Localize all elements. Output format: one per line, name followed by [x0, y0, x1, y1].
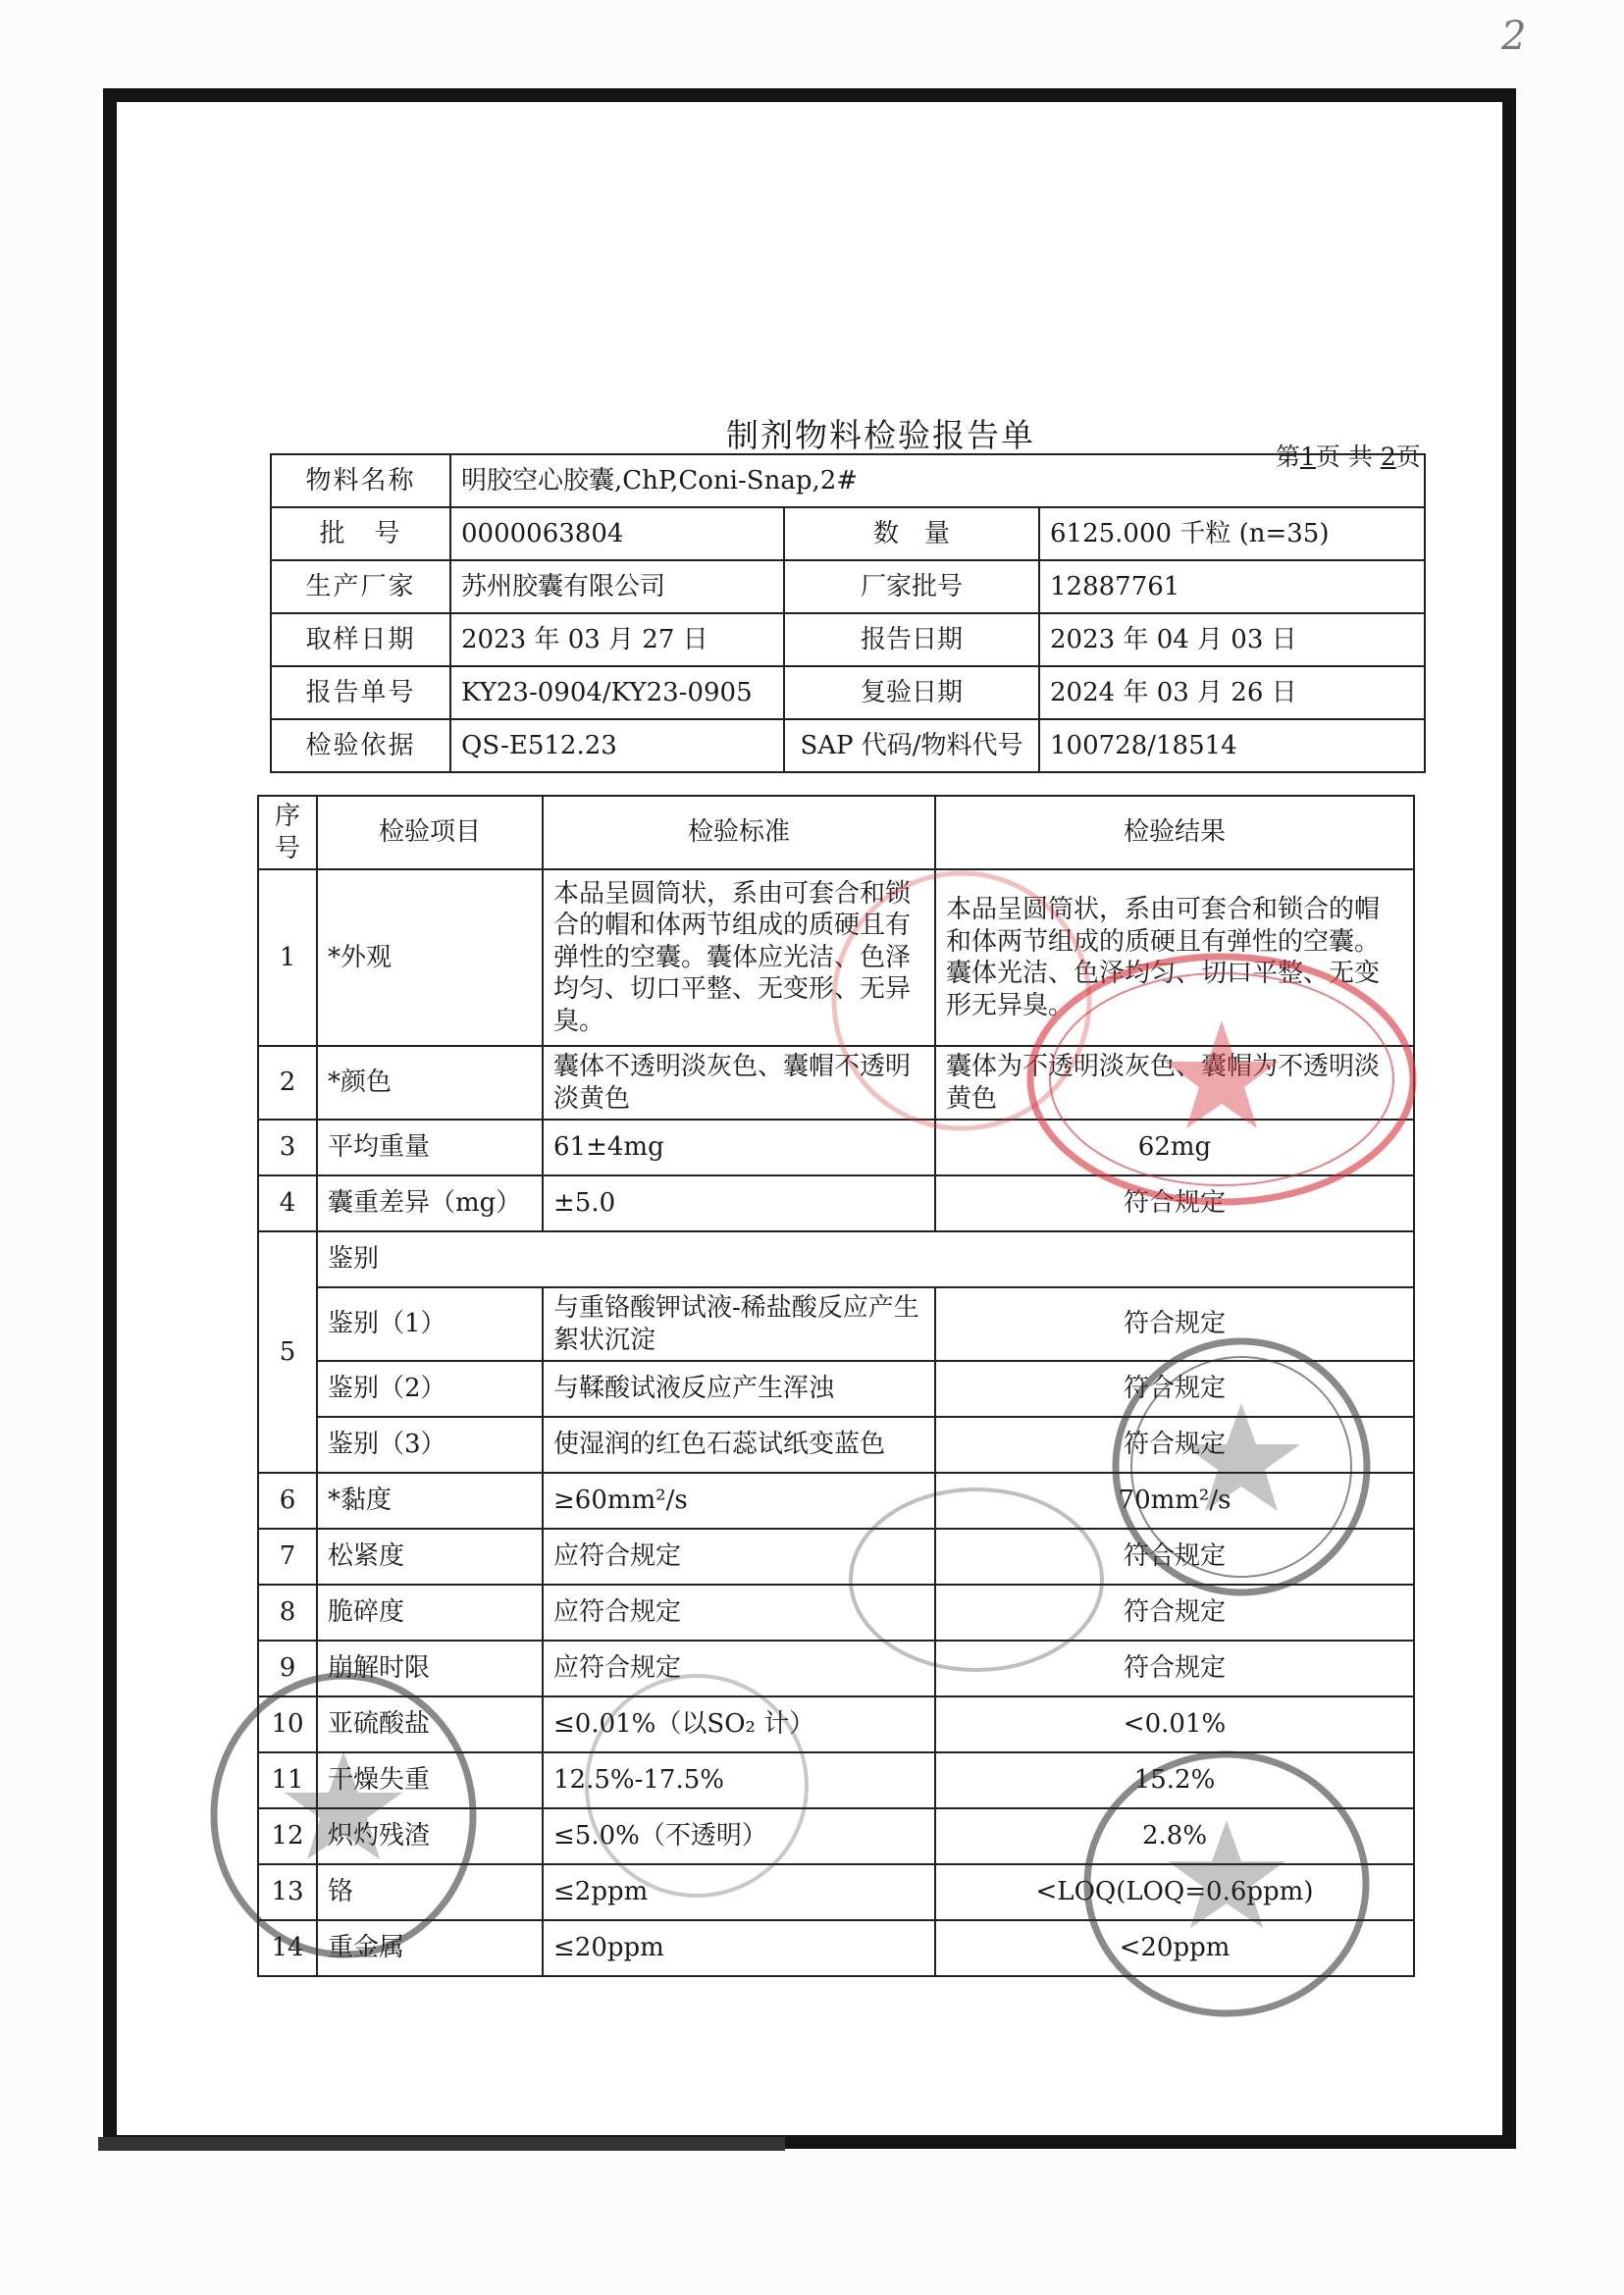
- row-item: 松紧度: [317, 1529, 543, 1585]
- row-result: 70mm²/s: [935, 1473, 1414, 1529]
- row-result: 符合规定: [935, 1417, 1414, 1473]
- col-header-result: 检验结果: [935, 796, 1414, 869]
- row-standard: ≤5.0%（不透明）: [543, 1808, 935, 1864]
- table-row: [258, 1808, 1414, 1864]
- sampling-date-label: 取样日期: [271, 613, 450, 666]
- row-item: 鉴别（1）: [317, 1287, 543, 1361]
- page-number: 第1页 共 2页: [1276, 443, 1421, 471]
- header-row: [271, 613, 1425, 666]
- sap-label: SAP 代码/物料代号: [784, 719, 1039, 772]
- table-row: [258, 1287, 1414, 1361]
- row-no: 6: [258, 1473, 317, 1529]
- header-row: [271, 454, 1425, 507]
- row-item: 崩解时限: [317, 1641, 543, 1696]
- table-row: [258, 1864, 1414, 1920]
- report-date-label: 报告日期: [784, 613, 1039, 666]
- header-row: [271, 560, 1425, 613]
- row-item: 囊重差异（mg）: [317, 1175, 543, 1231]
- row-standard: 与重铬酸钾试液-稀盐酸反应产生絮状沉淀: [543, 1287, 935, 1361]
- batch-label: 批 号: [271, 507, 450, 560]
- table-row: [258, 1046, 1414, 1120]
- row-item: 炽灼残渣: [317, 1808, 543, 1864]
- row-item: 平均重量: [317, 1120, 543, 1175]
- report-no-label: 报告单号: [271, 666, 450, 719]
- row-no: 5: [258, 1231, 317, 1473]
- row-item: 亚硫酸盐: [317, 1696, 543, 1752]
- test-results-table: [257, 795, 1415, 1977]
- row-result: 符合规定: [935, 1585, 1414, 1641]
- handwritten-page-mark: 2: [1501, 14, 1527, 59]
- table-row: [258, 1120, 1414, 1175]
- table-row: [258, 1641, 1414, 1696]
- quantity-label: 数 量: [784, 507, 1039, 560]
- row-standard: ≤2ppm: [543, 1864, 935, 1920]
- row-no: 14: [258, 1920, 317, 1976]
- row-standard: 使湿润的红色石蕊试纸变蓝色: [543, 1417, 935, 1473]
- col-header-standard: 检验标准: [543, 796, 935, 869]
- page-current: 1: [1300, 443, 1316, 471]
- manufacturer-value: 苏州胶囊有限公司: [450, 560, 784, 613]
- material-name-value: 明胶空心胶囊,ChP,Coni-Snap,2#: [450, 454, 1425, 507]
- row-no: 9: [258, 1641, 317, 1696]
- scan-edge-stripe: [98, 2137, 785, 2151]
- row-standard: 12.5%-17.5%: [543, 1752, 935, 1808]
- row-no: 12: [258, 1808, 317, 1864]
- table-row: [258, 1361, 1414, 1417]
- row-result: 62mg: [935, 1120, 1414, 1175]
- report-no-value: KY23-0904/KY23-0905: [450, 666, 784, 719]
- row-item: *颜色: [317, 1046, 543, 1120]
- row-item: *外观: [317, 869, 543, 1046]
- header-row: [271, 666, 1425, 719]
- material-name-label: 物料名称: [271, 454, 450, 507]
- table-row: [258, 1752, 1414, 1808]
- row-result: <0.01%: [935, 1696, 1414, 1752]
- mfr-batch-label: 厂家批号: [784, 560, 1039, 613]
- table-row: [258, 1231, 1414, 1287]
- row-standard: 本品呈圆筒状，系由可套合和锁合的帽和体两节组成的质硬且有弹性的空囊。囊体应光洁、色泽均匀、切口平整、无变形、无异臭。: [543, 869, 935, 1046]
- row-item: 鉴别（2）: [317, 1361, 543, 1417]
- row-standard: 囊体不透明淡灰色、囊帽不透明淡黄色: [543, 1046, 935, 1120]
- row-no: 2: [258, 1046, 317, 1120]
- header-row: [271, 507, 1425, 560]
- table-header-row: [258, 796, 1414, 869]
- row-no: 13: [258, 1864, 317, 1920]
- sap-value: 100728/18514: [1039, 719, 1425, 772]
- row-no: 8: [258, 1585, 317, 1641]
- row-result: 15.2%: [935, 1752, 1414, 1808]
- row-standard: ≤20ppm: [543, 1920, 935, 1976]
- quantity-value: 6125.000 千粒 (n=35): [1039, 507, 1425, 560]
- report-date-value: 2023 年 04 月 03 日: [1039, 613, 1425, 666]
- retest-date-label: 复验日期: [784, 666, 1039, 719]
- batch-value: 0000063804: [450, 507, 784, 560]
- table-row: [258, 1696, 1414, 1752]
- page-total: 2: [1380, 443, 1396, 471]
- row-standard: 应符合规定: [543, 1641, 935, 1696]
- row-item: 鉴别: [317, 1231, 1414, 1287]
- row-item: 铬: [317, 1864, 543, 1920]
- document-title: 制剂物料检验报告单: [726, 416, 1035, 454]
- sampling-date-value: 2023 年 03 月 27 日: [450, 613, 784, 666]
- row-standard: ≤0.01%（以SO₂ 计）: [543, 1696, 935, 1752]
- row-result: 本品呈圆筒状，系由可套合和锁合的帽和体两节组成的质硬且有弹性的空囊。囊体光洁、色泽均匀、切口平整、无变形无异臭。: [935, 869, 1414, 1046]
- row-item: *黏度: [317, 1473, 543, 1529]
- row-result: 2.8%: [935, 1808, 1414, 1864]
- row-no: 11: [258, 1752, 317, 1808]
- table-row: [258, 869, 1414, 1046]
- row-result: <20ppm: [935, 1920, 1414, 1976]
- row-result: 符合规定: [935, 1361, 1414, 1417]
- manufacturer-label: 生产厂家: [271, 560, 450, 613]
- row-no: 1: [258, 869, 317, 1046]
- row-no: 4: [258, 1175, 317, 1231]
- row-standard: 应符合规定: [543, 1585, 935, 1641]
- basis-value: QS-E512.23: [450, 719, 784, 772]
- row-item: 鉴别（3）: [317, 1417, 543, 1473]
- table-row: [258, 1175, 1414, 1231]
- col-header-item: 检验项目: [317, 796, 543, 869]
- row-result: <LOQ(LOQ=0.6ppm): [935, 1864, 1414, 1920]
- table-row: [258, 1473, 1414, 1529]
- row-result: 符合规定: [935, 1529, 1414, 1585]
- row-result: 囊体为不透明淡灰色、囊帽为不透明淡黄色: [935, 1046, 1414, 1120]
- row-item: 重金属: [317, 1920, 543, 1976]
- row-result: 符合规定: [935, 1641, 1414, 1696]
- row-result: 符合规定: [935, 1175, 1414, 1231]
- row-no: 3: [258, 1120, 317, 1175]
- row-item: 干燥失重: [317, 1752, 543, 1808]
- row-standard: 应符合规定: [543, 1529, 935, 1585]
- retest-date-value: 2024 年 03 月 26 日: [1039, 666, 1425, 719]
- row-standard: ≥60mm²/s: [543, 1473, 935, 1529]
- row-no: 7: [258, 1529, 317, 1585]
- row-standard: ±5.0: [543, 1175, 935, 1231]
- row-no: 10: [258, 1696, 317, 1752]
- header-info-table: [270, 453, 1426, 773]
- table-row: [258, 1417, 1414, 1473]
- basis-label: 检验依据: [271, 719, 450, 772]
- header-row: [271, 719, 1425, 772]
- table-row: [258, 1585, 1414, 1641]
- row-standard: 61±4mg: [543, 1120, 935, 1175]
- table-row: [258, 1529, 1414, 1585]
- col-header-no: 序号: [258, 796, 317, 869]
- mfr-batch-value: 12887761: [1039, 560, 1425, 613]
- row-item: 脆碎度: [317, 1585, 543, 1641]
- row-result: 符合规定: [935, 1287, 1414, 1361]
- table-row: [258, 1920, 1414, 1976]
- row-standard: 与鞣酸试液反应产生浑浊: [543, 1361, 935, 1417]
